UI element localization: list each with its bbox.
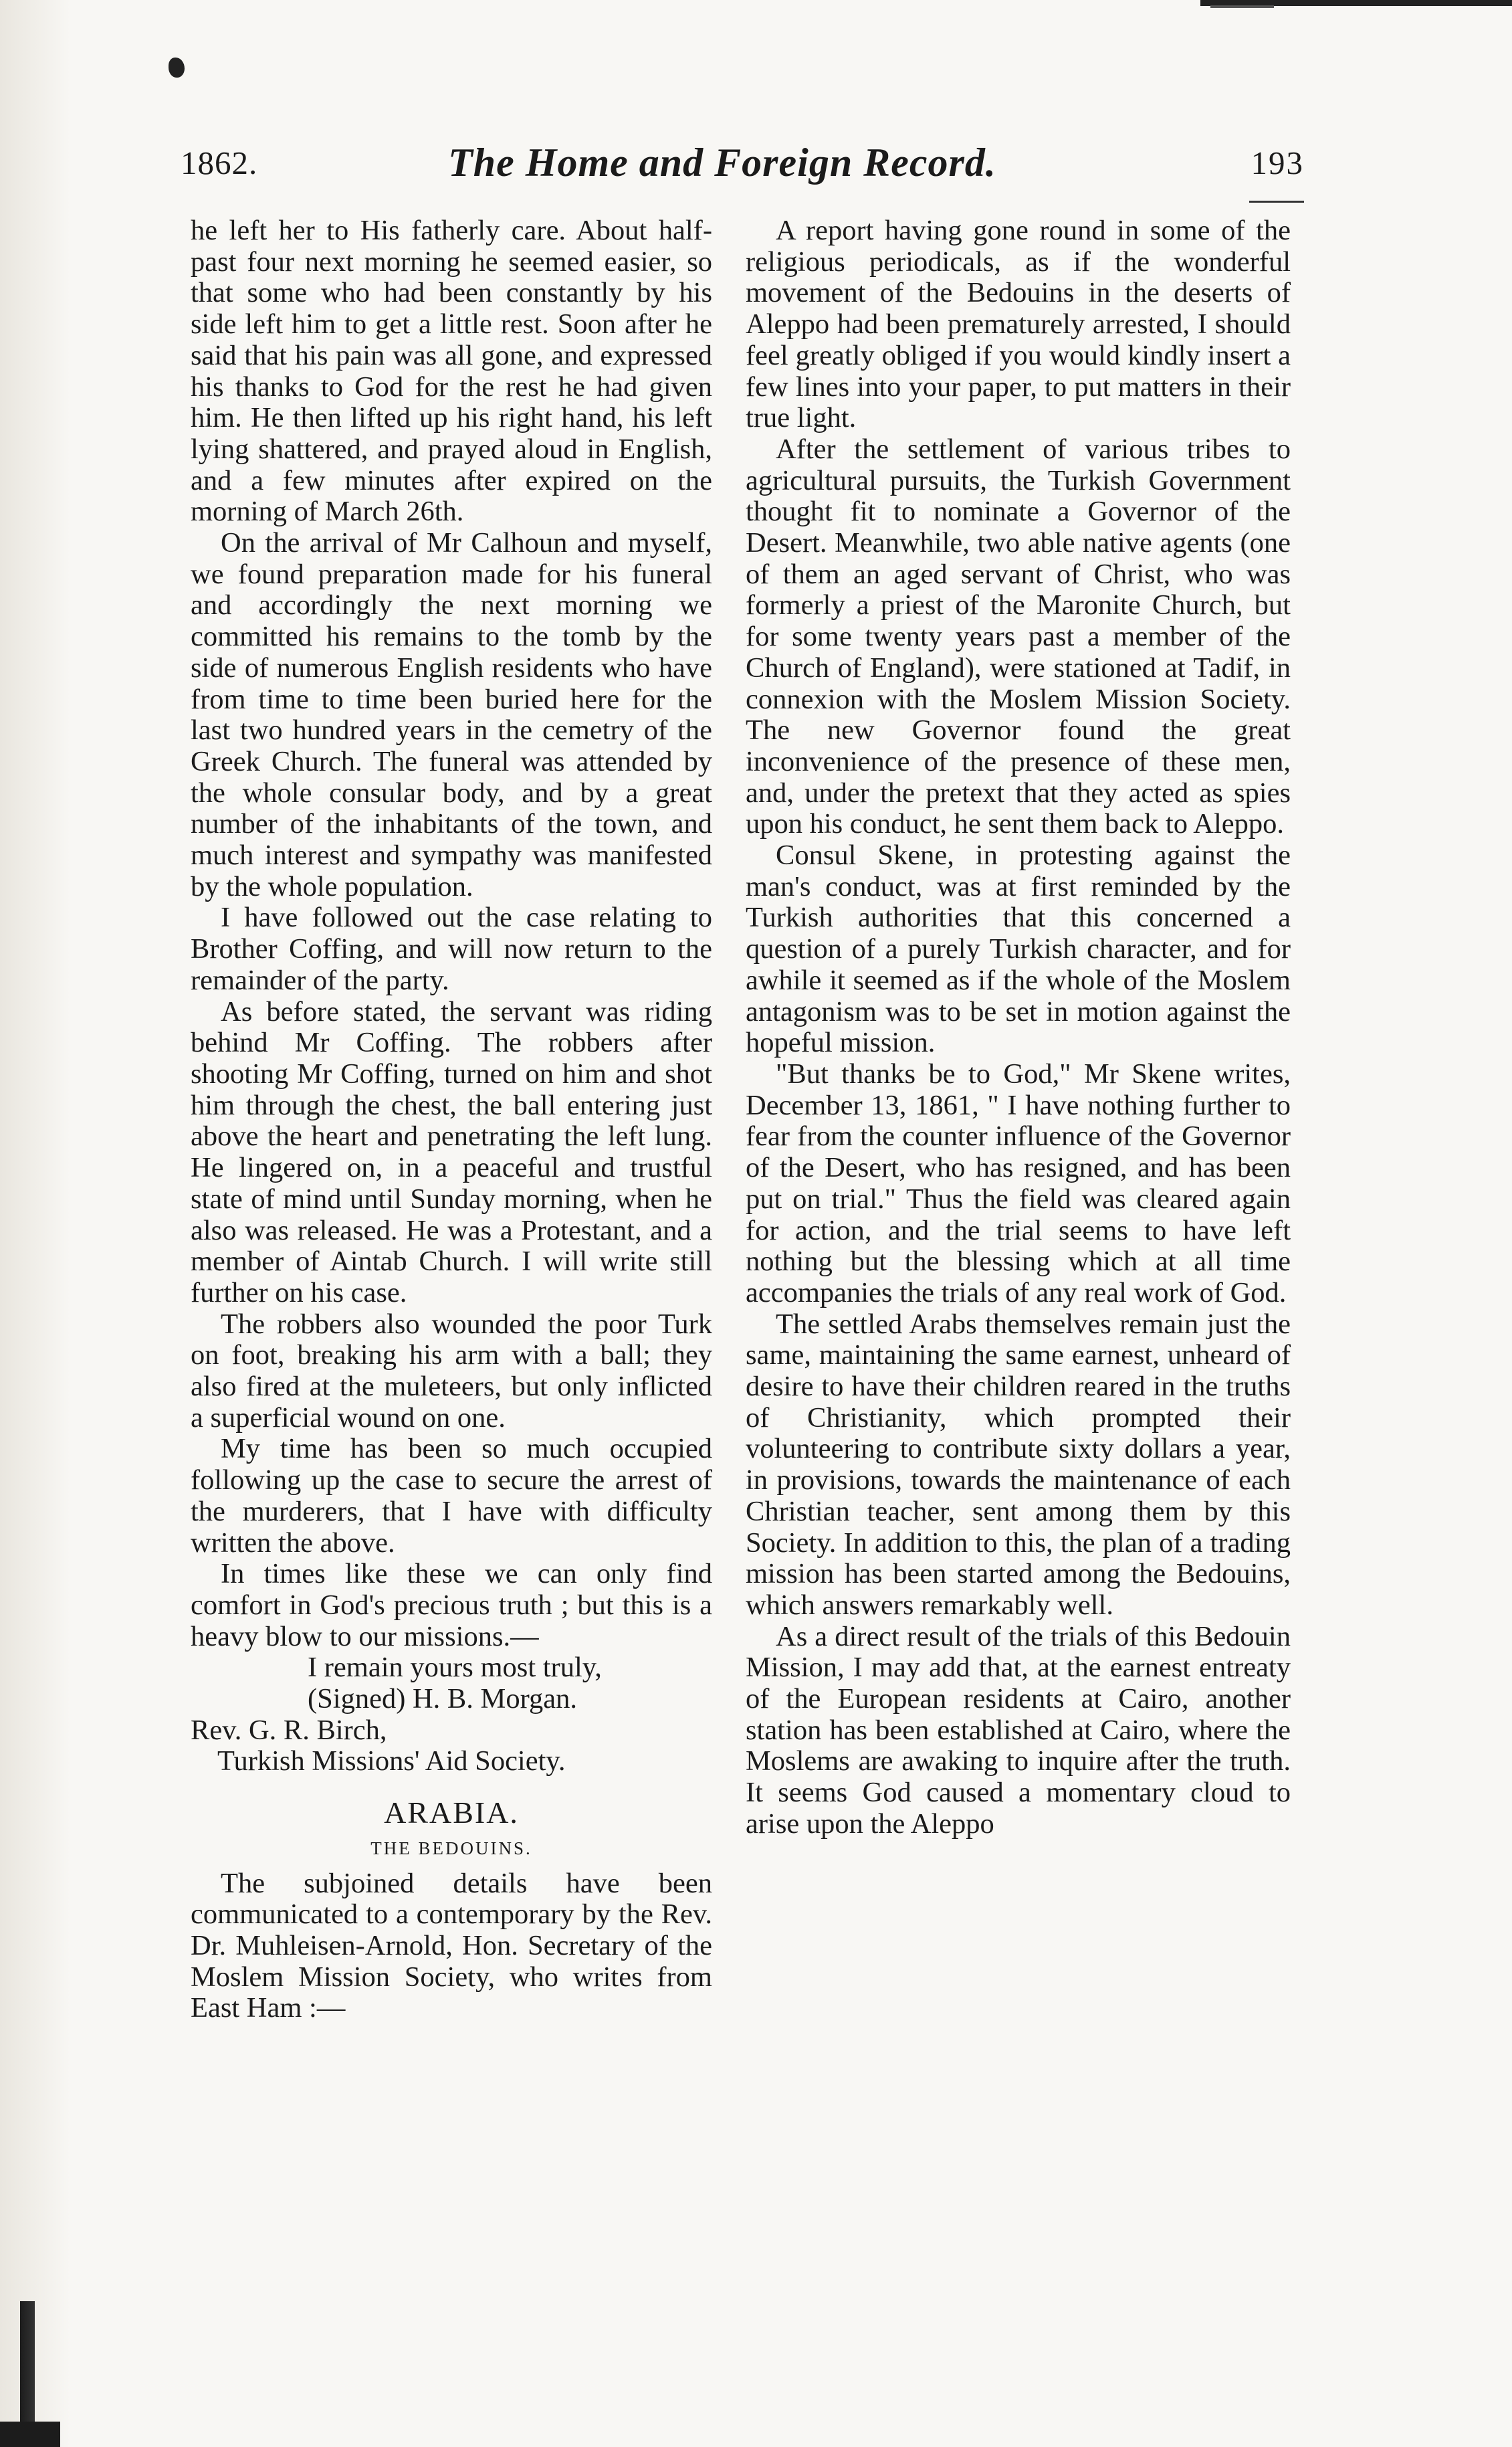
signature-line: (Signed) H. B. Morgan. [308,1683,577,1715]
paragraph: he left her to His fatherly care. About half-past four next morning he seemed easier, so that some who had been constantly by his side left him to get a little rest. Soon after he said that his pain was all gone, and expressed his thanks to God for the rest he had given him. He then lifted up his right hand, his left lying shattered, and prayed aloud in English, and a few minutes after expired on the morning of March 26th. [191,215,712,528]
ink-blot [169,58,185,78]
right-column [746,215,1291,1840]
paragraph: As a direct result of the trials of this Bedouin Mission, I may add that, at the earnest entreaty of the European residents at Cairo, another station has been established at Cairo, where the Moslems are awaking to inquire after the truth. It seems God caused a momentary cloud to arise upon the Aleppo [746,1620,1291,1840]
paragraph: The robbers also wounded the poor Turk on foot, breaking his arm with a ball; they also fired at the muleteers, but only inflicted a superficial wound on one. [191,1308,712,1434]
paragraph: I have followed out the case relating to Brother Coffing, and will now return to the remainder of the party. [191,902,712,996]
top-edge-tick [1210,5,1274,8]
left-column [191,215,712,2024]
paragraph: Consul Skene, in protesting against the man's conduct, was at first reminded by the Turkish authorities that this concerned a question of a purely Turkish character, and for awhile it seemed as if the whole of the Moslem antagonism was to be set in motion against the hopeful mission. [746,840,1291,1059]
scan-binding-edge [0,0,70,2447]
paragraph: As before stated, the servant was riding behind Mr Coffing. The robbers after shooting Mr Coffing, turned on him and shot him through the chest, the ball entering just above the heart and penetrating the left lung. He lingered on, in a peaceful and trustful state of mind until Sunday morning, when he also was released. He was a Protestant, and a member of Aintab Church. I will write still further on his case. [191,995,712,1308]
paragraph: The subjoined details have been communicated to a contemporary by the Rev. Dr. Muhleisen-Arnold, Hon. Secretary of the Moslem Mission Society, who writes from East Ham :— [191,1867,712,2024]
paragraph: On the arrival of Mr Calhoun and myself, we found preparation made for his funeral and accordingly the next morning we committed his remains to the tomb by the side of numerous English residents who have from time to time been buried here for the last two hundred years in the cemetry of the Greek Church. The funeral was attended by the whole consular body, and by a great number of the inhabitants of the town, and much interest and sympathy was manifested by the whole population. [191,527,712,902]
paragraph: "But thanks be to God," Mr Skene writes, December 13, 1861, " I have nothing further to fear from the counter influence of the Governor of the Desert, who has resigned, and has been put on trial." Thus the field was cleared again for action, and the trial seems to have left nothing but the blessing which at all time accompanies the trials of any real work of God. [746,1058,1291,1308]
running-header [181,140,1304,204]
recipient-org-line: Turkish Missions' Aid Society. [217,1745,566,1777]
spine-shadow-foot [0,2422,60,2447]
section-subheading: THE BEDOUINS. [370,1838,532,1858]
paragraph: My time has been so much occupied following up the case to secure the arrest of the murderers, that I have with difficulty written the above. [191,1433,712,1559]
letter-closing [191,1652,712,1777]
header-year: 1862. [181,144,258,181]
recipient-line: Rev. G. R. Birch, [191,1714,387,1746]
paragraph: The settled Arabs themselves remain just the same, maintaining the same earnest, unheard of desire to have their children reared in the truths of Christianity, which prompted their volunteering to contribute sixty dollars a year, in provisions, towards the maintenance of each Christian teacher, sent among them by this Society. In addition to this, the plan of a trading mission has been started among the Bedouins, which answers remarkably well. [746,1308,1291,1621]
paragraph: In times like these we can only find comfort in God's precious truth ; but this is a heavy blow to our missions.— [191,1558,712,1652]
header-title: The Home and Foreign Record. [448,140,996,185]
paragraph: After the settlement of various tribes to agricultural pursuits, the Turkish Government thought fit to nominate a Governor of the Desert. Meanwhile, two able native agents (one of them an aged servant of Christ, who was formerly a priest of the Maronite Church, but for some twenty years past a member of the Church of England), were stationed at Tadif, in connexion with the Moslem Mission Society. The new Governor found the great inconvenience of the presence of these men, and, under the pretext that they acted as spies upon his conduct, he sent them back to Aleppo. [746,433,1291,840]
paragraph: A report having gone round in some of the religious periodicals, as if the wonderful movement of the Bedouins in the deserts of Aleppo had been prematurely arrested, I should feel greatly obliged if you would kindly insert a few lines into your paper, to put matters in their true light. [746,215,1291,434]
closing-line: I remain yours most truly, [308,1652,602,1684]
page-number: 193 [1251,144,1304,181]
section-heading: ARABIA. [384,1795,519,1830]
header-rule [1249,201,1304,203]
